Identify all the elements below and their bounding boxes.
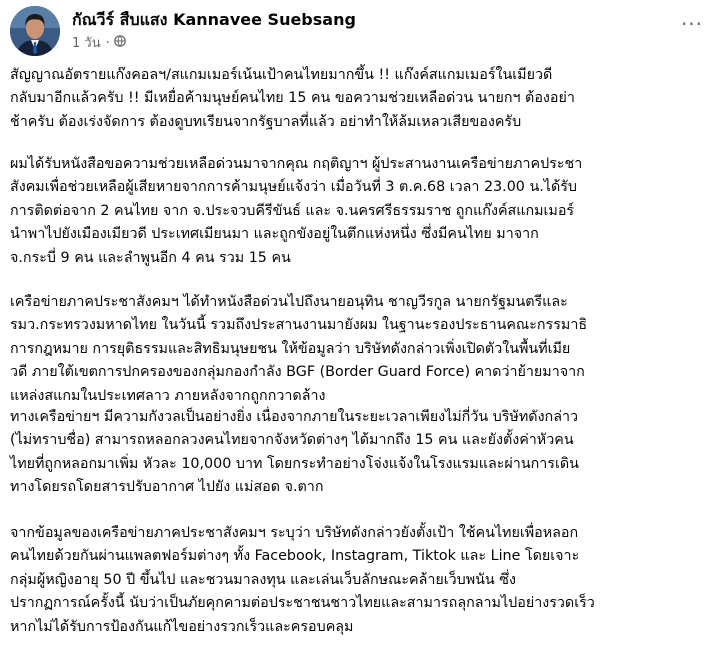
post-meta bbox=[72, 35, 126, 53]
avatar-photo bbox=[10, 6, 60, 56]
post-timestamp[interactable]: 1 วัน bbox=[72, 36, 101, 51]
author-avatar[interactable] bbox=[10, 6, 60, 56]
post-header bbox=[10, 6, 710, 58]
post-paragraph: ผมได้รับหนังสือขอความช่วยเหลือด่วนมาจากคุณ กฤติญาฯ ผู้ประสานงานเครือข่ายภาคประชา สังคมเพื่อช่วยเหลือผู้เสียหายจากการค้ามนุษย์แจ้งว่า เมื่อวันที่ 3 ต.ค.68 เวลา 23.00 น.ได้รับ การติดต่อจาก 2 คนไทย จาก จ.ประจวบคีรีขันธ์ และ จ.นครศรีธรรมราช ถูกแก๊งค์สแกมเมอร์ นำพาไปยังเมืองเมียวดี ประเทศเมียนมา และถูกขังอยู่ในตึกแห่งหนึ่ง ซึ่งมีคนไทย มาจาก จ.กระบี่ 9 คน และลำพูนอีก 4 คน รวม 15 คน bbox=[10, 156, 583, 266]
globe-icon bbox=[114, 35, 126, 53]
meta-separator: · bbox=[105, 36, 110, 51]
post-paragraph: ทางเครือข่ายฯ มีความกังวลเป็นอย่างยิ่ง เนื่องจากภายในระยะเวลาเพียงไม่กี่วัน บริษัทดังกล่าว (ไม่ทราบชื่อ) สามารถหลอกลวงคนไทยจากจังหวัดต่างๆ ได้มากถึง 15 คน และยังตั้งค่าหัวคน ไทยที่ถูกหลอกมาเพิ่ม หัวละ 10,000 บาท โดยกระทำอย่างโจ่งแจ้งในโรงแรมและผ่านการเดิน ทางโดยรถโดยสารปรับอากาศ ไปยัง แม่สอด จ.ตาก bbox=[10, 409, 579, 496]
author-name[interactable]: กัณวีร์ สืบแสง Kannavee Suebsang bbox=[72, 10, 356, 29]
post-paragraph: สัญญาณอัตรายแก๊งคอลฯ/สแกมเมอร์เน้นเป้าคนไทยมากขึ้น !! แก๊งค์สแกมเมอร์ในเมียวดี กลับมาอีกแล้วครับ !! มีเหยื่อค้ามนุษย์คนไทย 15 คน ขอความช่วยเหลือด่วน นายกฯ ต้องอย่า ช้าครับ ต้องเร่งจัดการ ต้องดูบทเรียนจากรัฐบาลที่แล้ว อย่าทำให้ล้มเหลวเสียของครับ bbox=[10, 67, 575, 130]
more-options-icon[interactable]: ··· bbox=[680, 12, 704, 36]
post-paragraph: จากข้อมูลของเครือข่ายภาคประชาสังคมฯ ระบุว่า บริษัทดังกล่าวยังตั้งเป้า ใช้คนไทยเพื่อหลอก คนไทยด้วยกันผ่านแพลตฟอร์มต่างๆ ทั้ง Facebook, Instagram, Tiktok และ Line โดยเจาะ กลุ่มผู้หญิงอายุ 50 ปี ขึ้นไป และชวนมาลงทุน และเล่นเว็บลักษณะคล้ายเว็บพนัน ซึ่ง ปรากฏการณ์ครั้งนี้ นับว่าเป็นภัยคุกคามต่อประชาชนชาวไทยและสามารถลุกลามไปอย่างรวดเร็ว หากไม่ได้รับการป้องกันแก้ไขอย่างรวกเร็วและครอบคลุม bbox=[10, 525, 595, 635]
post-paragraph: เครือข่ายภาคประชาสังคมฯ ได้ทำหนังสือด่วนไปถึงนายอนุทิน ชาญวีรกูล นายกรัฐมนตรีและ รมว.กระทรวงมหาดไทย ในวันนี้ รวมถึงประสานงานมายังผม ในฐานะรองประธานคณะกรรมาธิ การกฎหมาย การยุติธรรมและสิทธิมนุษยชน ให้ข้อมูลว่า บริษัทดังกล่าวเพิ่งเปิดตัวในพื้นที่เมีย วดี ภายใต้เขตการปกครองของกลุ่มกองกำลัง BGF (Border Guard Force) คาดว่าย้ายมาจาก แหล่งสแกมในประเทศลาว ภายหลังจากถูกกวาดล้าง bbox=[10, 294, 588, 404]
